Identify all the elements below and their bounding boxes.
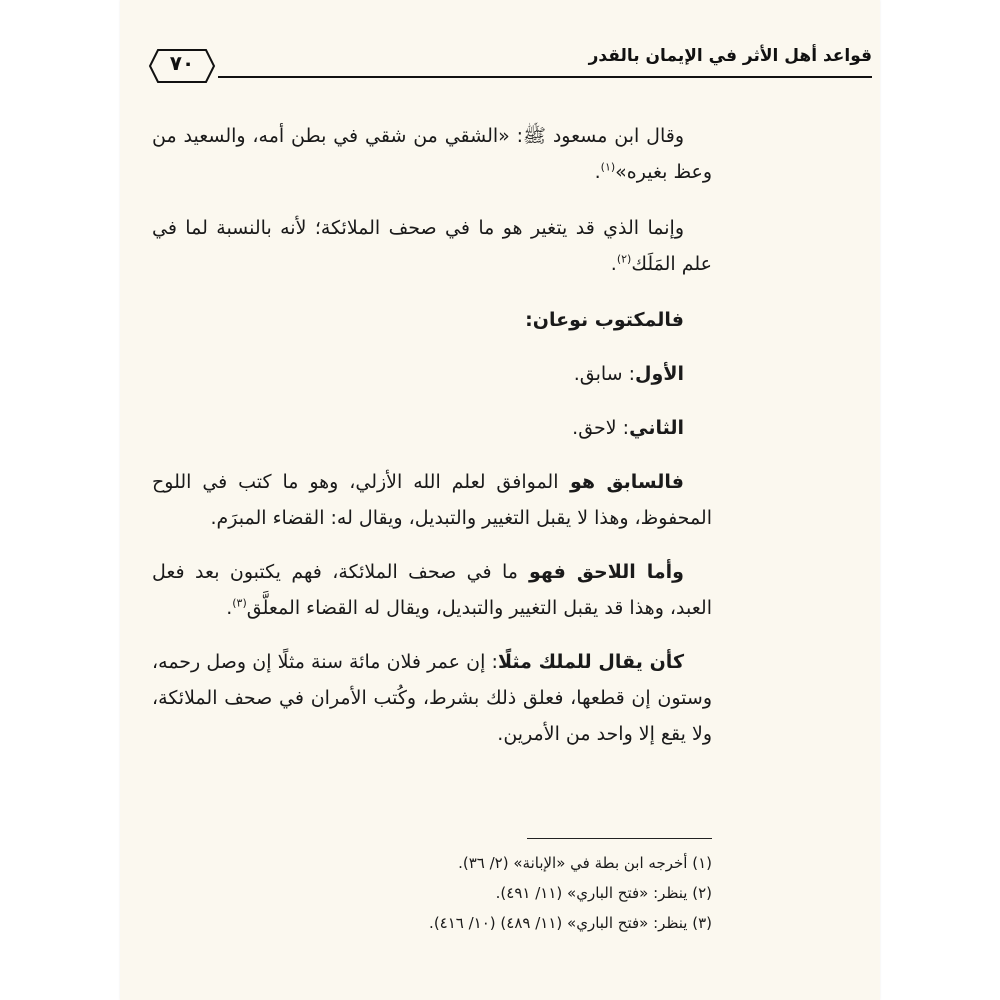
running-title: قواعد أهل الأثر في الإيمان بالقدر: [588, 46, 872, 66]
item-second-text: : لاحق.: [572, 417, 630, 439]
header-rule: [218, 76, 872, 78]
paragraph-later: [152, 554, 712, 626]
paragraph-1: [152, 118, 712, 190]
paragraph-example-lead: كأن يقال للملك مثلًا: [497, 651, 684, 673]
section-heading: فالمكتوب نوعان:: [525, 309, 684, 331]
paragraph-later-lead: وأما اللاحق: [576, 561, 684, 583]
footnote-2: (٢) ينظر: «فتح الباري» (١١/ ٤٩١).: [495, 884, 712, 902]
paragraph-example-text: : إن عمر فلان مائة سنة مثلًا إن وصل رحمه، وستون إن قطعها، فعلق ذلك بشرط، وكُتب الأمران في صحف الملائكة، ولا يقع إلا واحد من الأمرين.: [152, 651, 712, 745]
footnote-ref-3: (٣): [232, 596, 247, 610]
paragraph-1-text: وقال ابن مسعود ﷺ: «الشقي من شقي في بطن أمه، والسعيد من وعظ بغيره»: [152, 125, 712, 183]
paragraph-2-end: .: [610, 253, 617, 275]
item-first-label: الأول: [635, 363, 684, 385]
item-first-text: : سابق.: [573, 363, 636, 385]
page-number-badge: [148, 48, 216, 84]
footnotes: [300, 848, 712, 938]
footnote-ref-1: (١): [600, 160, 616, 174]
footnote-1: (١) أخرجه ابن بطة في «الإبانة» (٢/ ٣٦).: [458, 854, 712, 872]
item-second: [152, 410, 712, 446]
paragraph-later-text: ما في صحف الملائكة، فهم يكتبون بعد فعل العبد، وهذا قد يقبل التغيير والتبديل، ويقال له القضاء المعلَّق: [152, 561, 712, 619]
paragraph-prior-lead-b: هو: [558, 471, 607, 493]
paragraph-later-lead-b: فهو: [517, 561, 577, 583]
page-number: ٧٠: [169, 51, 195, 75]
paragraph-prior-lead: فالسابق: [606, 471, 684, 493]
item-first: [152, 356, 712, 392]
paragraph-prior: [152, 464, 712, 536]
footnote-3: (٣) ينظر: «فتح الباري» (١١/ ٤٨٩) (١٠/ ٤١٦).: [429, 914, 712, 932]
main-text: [152, 118, 712, 770]
paragraph-prior-text: الموافق لعلم الله الأزلي، وهو ما كتب في اللوح المحفوظ، وهذا لا يقبل التغيير والتبديل، ويقال له: القضاء المبرَم.: [152, 471, 712, 529]
paragraph-2: [152, 210, 712, 282]
page-header: [148, 38, 872, 88]
footnote-divider: [527, 838, 712, 839]
paragraph-later-end: .: [226, 597, 233, 619]
paragraph-example: [152, 644, 712, 752]
footnote-ref-2: (٢): [616, 252, 632, 266]
item-second-label: الثاني: [629, 417, 684, 439]
paragraph-1-end: .: [594, 161, 601, 183]
paragraph-2-text: وإنما الذي قد يتغير هو ما في صحف الملائكة؛ لأنه بالنسبة لما في علم المَلَك: [152, 217, 712, 275]
